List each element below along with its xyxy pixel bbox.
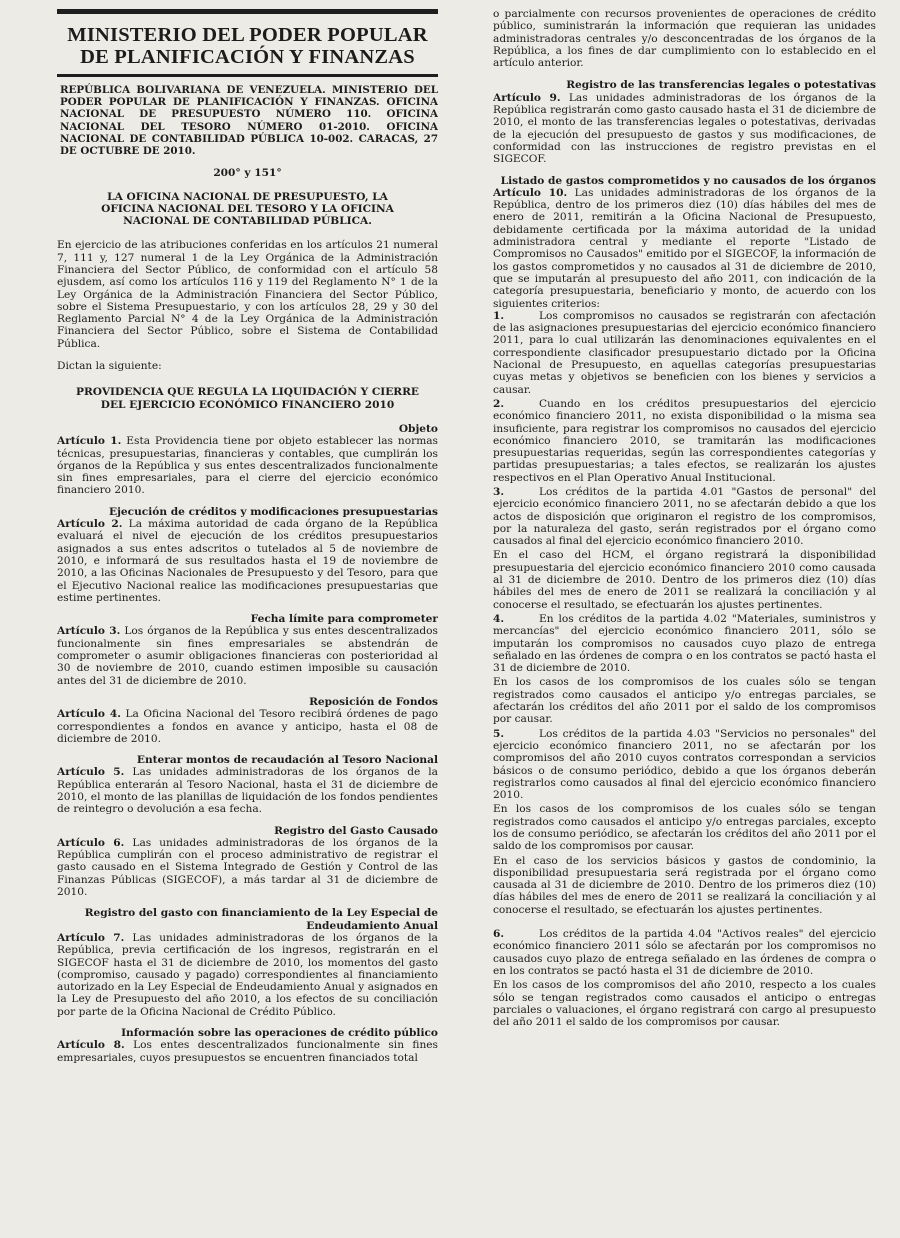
- preamble-paragraph: En ejercicio de las atribuciones conferidas en los artículos 21 numeral 7, 111 y, 127 numeral 1 de la Ley Orgánica de la Administración Financiera del Sector Público, de conformidad con el artículo 58 ejusdem, así como los artículos 116 y 119 del Reglamento N° 1 de la Ley Orgánica de la Administración Financiera del Sector Público, sobre el Sistema Presupuestario, y con los artículos 28, 29 y 30 del Reglamento Parcial N° 4 de la Ley Orgánica de la Administración Financiera del Sector Público, sobre el Sistema de Contabilidad Pública.: [57, 239, 438, 350]
- article-body: Las unidades administradoras de los órganos de la República, dentro de los primeros diez (10) días hábiles del mes de enero de 2011, remitirán a la Oficina Nacional de Presupuesto, debidamente certificada por la máxima autoridad de la unidad administradora central y mediante el reporte "Listado de Compromisos no Causados" emitido por el SIGECOF, la información de los gastos comprometidos y no causados al 31 de diciembre de 2010, que se imputarán al presupuesto del año 2011, con indicación de la categoría presupuestaria, beneficiario y monto, de acuerdo con los siguientes criterios:: [493, 186, 876, 310]
- article-block: [57, 825, 438, 899]
- article-block: [493, 79, 876, 165]
- article-body: Las unidades administradoras de los órganos de la República enterarán al Tesoro Nacional, hasta el 31 de diciembre de 2010, el monto de las planillas de liquidación de los fondos pendientes de reintegro o devolución a esa fecha.: [57, 766, 438, 816]
- criterion-number: 6.: [493, 928, 505, 941]
- article-text: [57, 625, 438, 686]
- issuing-offices: LA OFICINA NACIONAL DE PRESUPUESTO, LA OFICINA NACIONAL DEL TESORO Y LA OFICINA NACIONAL DE CONTABILIDAD PÚBLICA.: [101, 190, 394, 228]
- criterion-text: Los compromisos no causados se registrarán con afectación de las asignaciones presupuestarias del ejercicio económico financiero 2011, para lo cual utilizarán las denominaciones equivalentes en el correspondiente clasificador presupuestario dictado por la Oficina Nacional de Presupuesto, en aquellas categorías presupuestarias cuyas metas y objetivos se beneficien con los bienes y servicios a causar.: [493, 309, 876, 396]
- article-block: [57, 613, 438, 687]
- criterion-item: [493, 613, 876, 726]
- criterion-text: Cuando en los créditos presupuestarios del ejercicio económico financiero 2011, no exista disponibilidad o la misma sea insuficiente, para registrar los compromisos no causados del ejercicio económico financiero 2010, se tramitarán las modificaciones presupuestarias requeridas, según las correspondientes categorías y partidas presupuestarias; a tales efectos, se realizarán los ajustes respectivos en el Plan Operativo Anual Institucional.: [493, 397, 876, 484]
- article-block: [493, 175, 876, 310]
- criterion-item: [493, 398, 876, 484]
- article-heading: Objeto: [398, 422, 438, 435]
- masthead-line-1: MINISTERIO DEL PODER POPULAR: [67, 24, 428, 46]
- criterion-item: [493, 728, 876, 916]
- article-heading: Información sobre las operaciones de crédito público: [121, 1027, 438, 1040]
- article-label: Artículo 7.: [57, 931, 125, 944]
- article-heading: Registro del Gasto Causado: [274, 824, 438, 837]
- criterion-paragraph: [493, 398, 876, 484]
- article-label: Artículo 9.: [493, 91, 561, 104]
- article-block: [57, 506, 438, 604]
- article-block: [57, 696, 438, 745]
- intro-paragraph: REPÚBLICA BOLIVARIANA DE VENEZUELA. MINISTERIO DEL PODER POPULAR DE PLANIFICACIÓN Y FINANZAS. OFICINA NACIONAL DE PRESUPUESTO NÚMERO 110. OFICINA NACIONAL DEL TESORO NÚMERO 01-2010. OFICINA NACIONAL DE CONTABILIDAD PÚBLICA 10-002. CARACAS, 27 DE OCTUBRE DE 2010.: [60, 84, 438, 158]
- criterion-number: 2.: [493, 397, 505, 410]
- criterion-number: 4.: [493, 612, 505, 625]
- article-block: [57, 754, 438, 815]
- article-body: Esta Providencia tiene por objeto establecer las normas técnicas, presupuestarias, financieras y contables, que cumplirán los órganos de la República y sus entes descentralizados funcionalmente sin fines empresariales, para el cierre del ejercicio económico financiero 2010.: [57, 435, 438, 497]
- criterion-number: 1.: [493, 309, 505, 322]
- reference-years: 200° y 151°: [213, 167, 282, 180]
- article-block: [57, 907, 438, 1018]
- article-8-continuation: o parcialmente con recursos provenientes de operaciones de crédito público, suministrarán la información que requieran las unidades administradoras centrales y/o desconcentradas de los órganos de la República, a los fines de dar cumplimiento con lo establecido en el artículo anterior.: [493, 8, 876, 70]
- article-heading: Registro de las transferencias legales o potestativas: [566, 79, 876, 92]
- article-heading: Listado de gastos comprometidos y no causados de los órganos: [500, 174, 876, 187]
- article-label: Artículo 10.: [493, 186, 568, 199]
- article-label: Artículo 1.: [57, 435, 122, 448]
- criterion-paragraph: En el caso del HCM, el órgano registrará la disponibilidad presupuestaria del ejercicio económico financiero 2010 como causada al 31 de diciembre de 2010. Dentro de los primeros diez (10) días hábiles del mes de enero de 2011 se realizará la conciliación y al conocerse el resultado, se efectuarán los ajustes pertinentes.: [493, 549, 876, 611]
- criterion-paragraph: En el caso de los servicios básicos y gastos de condominio, la disponibilidad presupuestaria será registrada por el órgano como causada al 31 de diciembre de 2010. Dentro de los primeros diez (10) días hábiles del mes de enero de 2011 se realizará la conciliación y al conocerse el resultado, se efectuarán los ajustes pertinentes.: [493, 854, 876, 916]
- masthead-rule: [57, 74, 438, 77]
- article-block: [57, 1027, 438, 1064]
- article-label: Artículo 5.: [57, 766, 125, 779]
- masthead-line-2: DE PLANIFICACIÓN Y FINANZAS: [80, 46, 415, 68]
- article-body: La Oficina Nacional del Tesoro recibirá órdenes de pago correspondientes a fondos en avance y anticipo, hasta el 08 de diciembre de 2010.: [57, 708, 438, 745]
- article-heading: Reposición de Fondos: [309, 695, 438, 708]
- criterion-paragraph: En los casos de los compromisos del año 2010, respecto a los cuales sólo se tengan registrados como causados el anticipo o entregas parciales o valuaciones, el órgano registrará con cargo al presupuesto del año 2011 el saldo de los compromisos por causar.: [493, 979, 876, 1029]
- criterion-paragraph: [493, 486, 876, 547]
- article-body: Las unidades administradoras de los órganos de la República cumplirán con el proceso administrativo de registrar el gasto causado en el Sistema Integrado de Gestión y Control de las Finanzas Públicas (SIGECOF), a más tardar al 31 de diciembre de 2010.: [57, 836, 438, 899]
- providencia-title: PROVIDENCIA QUE REGULA LA LIQUIDACIÓN Y CIERRE DEL EJERCICIO ECONÓMICO FINANCIERO 2010: [76, 386, 419, 411]
- top-rule: [57, 9, 438, 14]
- criterion-paragraph: En los casos de los compromisos de los cuales sólo se tengan registrados como causados el anticipo y/o entregas parciales, se afectarán los créditos del año 2011 por el saldo de los compromisos por causar.: [493, 676, 876, 726]
- article-text: [57, 932, 438, 1018]
- criterion-item: [493, 310, 876, 396]
- criterion-number: 3.: [493, 485, 505, 498]
- article-label: Artículo 2.: [57, 518, 123, 531]
- article-text: [57, 435, 438, 496]
- article-heading: Fecha límite para comprometer: [250, 613, 438, 626]
- left-column: [57, 0, 438, 1238]
- article-label: Artículo 6.: [57, 836, 125, 849]
- dictan-line: Dictan la siguiente:: [57, 360, 162, 373]
- article-text: [57, 708, 438, 745]
- article-text: [57, 766, 438, 815]
- article-label: Artículo 8.: [57, 1039, 125, 1052]
- ministry-masthead: [57, 24, 438, 68]
- article-body: Las unidades administradoras de los órganos de la República, previa certificación de los ingresos, registrarán en el SIGECOF hasta el 31 de diciembre de 2010, los momentos del gasto (compromiso, causado y pagado) correspondientes al financiamiento autorizado en la Ley Especial de Endeudamiento Anual y asignados en la Ley de Presupuesto del año 2010, a los efectos de su conciliación por parte de la Oficina Nacional de Crédito Público.: [57, 931, 438, 1018]
- criterion-text: Los créditos de la partida 4.03 "Servicios no personales" del ejercicio económico financiero 2011, no se afectarán por los compromisos del año 2010 cuyos contratos correspondan a servicios básicos o de consumo periódico, debido a que los órganos deberán registrarlos como causados al final del ejercicio económico financiero 2010.: [493, 727, 876, 802]
- criterion-paragraph: [493, 310, 876, 396]
- criterion-item: [493, 486, 876, 611]
- criterion-text: Los créditos de la partida 4.04 "Activos reales" del ejercicio económico financiero 2011 sólo se afectarán por los compromisos no causados cuyo plazo de entrega señalado en las órdenes de compra o en los contratos se pactó hasta el 31 de diciembre de 2010.: [493, 928, 876, 977]
- article-label: Artículo 3.: [57, 625, 121, 638]
- criterion-paragraph: [493, 613, 876, 674]
- article-text: [493, 92, 876, 166]
- article-text: [493, 187, 876, 310]
- criterion-paragraph: [493, 928, 876, 977]
- criterion-item: [493, 928, 876, 1028]
- criterion-text: Los créditos de la partida 4.01 "Gastos de personal" del ejercicio económico financiero 2011, no se afectarán debido a que los actos de disposición que originaron el registro de los compromisos, por la naturaleza del gasto, serán registrados por el órgano como causados al final del ejercicio económico financiero 2010.: [493, 485, 876, 548]
- criteria-list: [493, 310, 876, 1029]
- article-label: Artículo 4.: [57, 708, 121, 721]
- criterion-paragraph: En los casos de los compromisos de los cuales sólo se tengan registrados como causados el anticipo y/o entregas parciales, excepto los de consumo periódico, se afectarán los créditos del año 2011 por el saldo de los compromisos por causar.: [493, 803, 876, 853]
- article-body: La máxima autoridad de cada órgano de la República evaluará el nivel de ejecución de los créditos presupuestarios asignados a sus entes adscritos o tutelados al 5 de noviembre de 2010, e informará de sus resultados hasta el 19 de noviembre de 2010, a las Oficinas Nacionales de Presupuesto y del Tesoro, para que el Ejecutivo Nacional realice las modificaciones presupuestarias que estime pertinentes.: [57, 518, 438, 604]
- article-text: [57, 837, 438, 898]
- article-body: Los entes descentralizados funcionalmente sin fines empresariales, cuyos presupuestos se encuentren financiados total: [57, 1039, 438, 1064]
- article-body: Las unidades administradoras de los órganos de la República registrarán como gasto causado hasta el 31 de diciembre de 2010, el monto de las transferencias legales o potestativas, derivadas de la ejecución del presupuesto de gastos y sus modificaciones, de conformidad con las instrucciones de registro previstas en el SIGECOF.: [493, 91, 876, 166]
- article-heading: Registro del gasto con financiamiento de la Ley Especial de Endeudamiento Anual: [84, 907, 438, 932]
- article-heading: Enterar montos de recaudación al Tesoro Nacional: [136, 754, 438, 767]
- right-column: [493, 0, 876, 1238]
- criterion-text: En los créditos de la partida 4.02 "Materiales, suministros y mercancías" del ejercicio económico financiero 2011, sólo se imputarán los compromisos no causados cuyo plazo de entrega señalado en las órdenes de compra o en los contratos se pactó hasta el 31 de diciembre de 2010.: [493, 612, 876, 675]
- article-body: Los órganos de la República y sus entes descentralizados funcionalmente sin fines empresariales se abstendrán de comprometer o asumir obligaciones financieras con posterioridad al 30 de noviembre de 2010, cuando estimen imposible su causación antes del 31 de diciembre de 2010.: [57, 625, 438, 687]
- article-text: [57, 1039, 438, 1064]
- article-text: [57, 518, 438, 604]
- criterion-paragraph: [493, 728, 876, 802]
- article-heading: Ejecución de créditos y modificaciones presupuestarias: [109, 505, 438, 518]
- criterion-number: 5.: [493, 727, 505, 740]
- article-block: [57, 423, 438, 497]
